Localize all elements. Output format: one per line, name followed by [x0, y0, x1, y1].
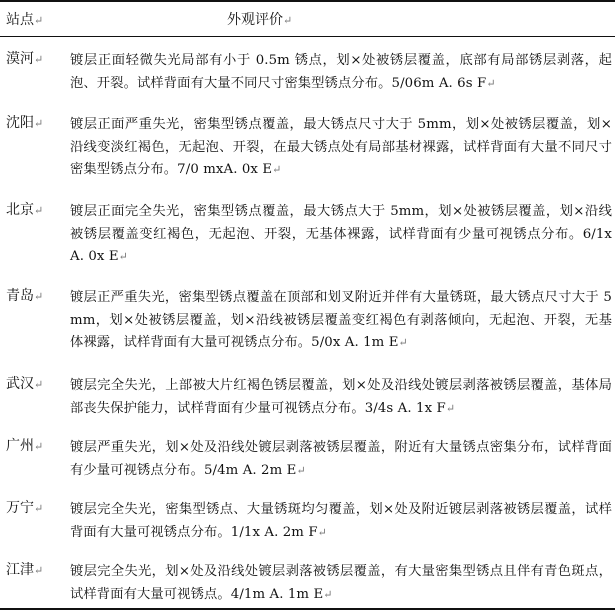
station-cell	[6, 287, 43, 306]
paragraph-mark: ↵	[34, 53, 44, 66]
header-station-label: 站点	[6, 12, 34, 28]
header-rule	[0, 36, 615, 37]
station-cell	[6, 50, 43, 69]
paragraph-mark: ↵	[34, 204, 44, 217]
station-name: 江津	[6, 562, 34, 578]
station-name: 广州	[6, 438, 34, 454]
paragraph-mark: ↵	[486, 76, 496, 90]
evaluation-cell	[70, 114, 612, 182]
station-name: 漠河	[6, 51, 34, 67]
evaluation-cell	[70, 201, 612, 269]
station-cell	[6, 375, 43, 394]
paragraph-mark: ↵	[34, 117, 44, 130]
evaluation-cell	[70, 287, 612, 355]
evaluation-cell	[70, 499, 612, 544]
paragraph-mark: ↵	[323, 587, 333, 601]
station-cell	[6, 114, 43, 133]
station-name: 沈阳	[6, 115, 34, 131]
evaluation-text: 镀层完全失光，密集型锈点、大量锈斑均匀覆盖，划×处及附近镀层剥落被锈层覆盖，试样背面有大量可视锈点分布。1/1x A. 2m F	[70, 502, 612, 540]
station-name: 北京	[6, 202, 34, 218]
paragraph-mark: ↵	[283, 14, 293, 27]
paragraph-mark: ↵	[272, 163, 282, 176]
header-station	[6, 11, 43, 30]
paragraph-mark: ↵	[34, 502, 44, 515]
evaluation-cell	[70, 375, 612, 420]
station-name: 武汉	[6, 376, 34, 392]
paragraph-mark: ↵	[398, 336, 408, 349]
table-bottom-rule	[0, 608, 615, 610]
evaluation-cell	[70, 437, 612, 482]
station-cell	[6, 561, 43, 580]
paragraph-mark: ↵	[296, 463, 306, 477]
paragraph-mark: ↵	[34, 290, 44, 303]
header-evaluation	[227, 11, 292, 30]
paragraph-mark: ↵	[445, 401, 456, 415]
table-top-rule	[0, 0, 615, 2]
header-evaluation-label: 外观评价	[227, 12, 283, 28]
station-name: 万宁	[6, 500, 34, 516]
evaluation-text: 镀层完全失光，划×处及沿线处镀层剥落被锈层覆盖，有大量密集型锈点且伴有青色斑点，试样背面有大量可视锈点。4/1m A. 1m E	[70, 564, 612, 602]
station-cell	[6, 201, 43, 220]
evaluation-text: 镀层正严重失光，密集型锈点覆盖在顶部和划叉附近并伴有大量锈斑，最大锈点尺寸大于 5mm，划×处被锈层覆盖，划×沿线被锈层覆盖变红褐色有剥落倾向，无起泡、开裂，无基体裸露，试样背面有大量可视锈点分布。5/0x A. 1m E	[70, 290, 612, 350]
evaluation-cell	[70, 50, 612, 95]
evaluation-text: 镀层正面完全失光，密集型锈点覆盖，最大锈点大于 5mm，划×处被锈层覆盖，划×沿线被锈层覆盖变红褐色，无起泡、开裂，无基体裸露，试样背面有少量可视锈点分布。6/1x A. 0x E	[70, 204, 612, 264]
evaluation-text: 镀层正面严重失光，密集型锈点覆盖，最大锈点尺寸大于 5mm，划×处被锈层覆盖，划×沿线变淡红褐色，无起泡、开裂，在最大锈点处有局部基材裸露，试样背面有大量不同尺寸密集型锈点分布。7/0 mxA. 0x E	[70, 117, 612, 177]
station-name: 青岛	[6, 288, 34, 304]
paragraph-mark: ↵	[317, 525, 327, 539]
station-cell	[6, 437, 43, 456]
evaluation-text: 镀层严重失光，划×处及沿线处镀层剥落被锈层覆盖，附近有大量锈点密集分布，试样背面有少量可视锈点分布。5/4m A. 2m E	[70, 440, 612, 478]
station-cell	[6, 499, 43, 518]
evaluation-text: 镀层正面轻微失光局部有小于 0.5m 锈点，划×处被锈层覆盖，底部有局部锈层剥落，起泡、开裂。试样背面有大量不同尺寸密集型锈点分布。5/06m A. 6s F	[70, 53, 612, 91]
evaluation-text: 镀层完全失光，上部被大片红褐色锈层覆盖，划×处及沿线处镀层剥落被锈层覆盖，基体局部丧失保护能力，试样背面有少量可视锈点分布。3/4s A. 1x F	[70, 378, 612, 416]
paragraph-mark: ↵	[34, 440, 44, 453]
paragraph-mark: ↵	[118, 250, 128, 263]
paragraph-mark: ↵	[34, 378, 44, 391]
paragraph-mark: ↵	[34, 14, 44, 27]
evaluation-cell	[70, 561, 612, 606]
paragraph-mark: ↵	[34, 564, 44, 577]
